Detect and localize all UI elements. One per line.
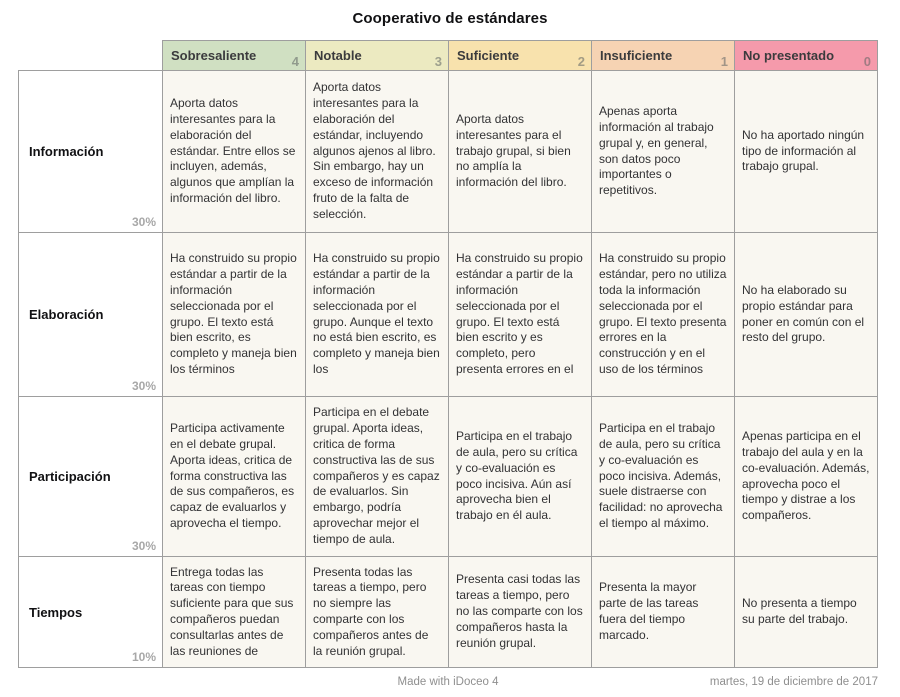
cell-text: No presenta a tiempo su parte del trabajo.	[742, 596, 857, 626]
table-row-participacion	[19, 397, 878, 557]
cell-text: Aporta datos interesantes para el trabajo grupal, si bien no amplía la información del libro.	[456, 111, 571, 190]
rubric-cell[interactable]	[306, 71, 449, 233]
corner-cell	[19, 41, 163, 71]
rubric-cell[interactable]	[735, 71, 878, 233]
rubric-cell[interactable]	[735, 397, 878, 557]
cell-text: Ha construido su propio estándar a partir de la información seleccionada por el grupo. Aunque el texto no está bien escrito, es completo y maneja bien los	[313, 251, 440, 376]
row-weight-badge: 10%	[131, 650, 156, 664]
cell-text: Apenas aporta información al trabajo grupal y, en general, son datos poco importantes o repetitivos.	[599, 104, 714, 198]
column-header-label: Suficiente	[457, 48, 520, 63]
rubric-cell[interactable]	[163, 233, 306, 397]
column-header-insuficiente[interactable]	[592, 41, 735, 71]
column-header-notable[interactable]	[306, 41, 449, 71]
cell-text: Entrega todas las tareas con tiempo suficiente para que sus compañeros puedan consultarlas antes de las reuniones de	[170, 564, 294, 658]
column-header-score: 2	[577, 54, 585, 69]
column-header-suficiente[interactable]	[449, 41, 592, 71]
rubric-cell[interactable]	[592, 233, 735, 397]
cell-text: Ha construido su propio estándar a partir de la información seleccionada por el grupo. El texto está bien escrito y es completo, pero presenta errores en el	[456, 251, 583, 376]
table-row-informacion	[19, 71, 878, 233]
cell-text: No ha aportado ningún tipo de información al trabajo grupal.	[742, 127, 865, 174]
row-header-label: Información	[29, 144, 104, 159]
rubric-cell[interactable]	[592, 71, 735, 233]
rubric-cell[interactable]	[163, 397, 306, 557]
row-weight-badge: 30%	[131, 379, 156, 393]
table-row-tiempos	[19, 557, 878, 668]
column-header-score: 1	[720, 54, 728, 69]
cell-text: No ha elaborado su propio estándar para poner en común con el resto del grupo.	[742, 282, 865, 345]
header-row	[19, 41, 878, 71]
rubric-cell[interactable]	[163, 71, 306, 233]
cell-text: Apenas participa en el trabajo del aula y en la co-evaluación. Además, aprovecha poco el tiempo y distrae a los compañeros.	[742, 429, 870, 523]
cell-text: Participa activamente en el debate grupal. Aporta ideas, critica de forma constructiva las de sus compañeros, es capaz de evaluarlos y aprovecha el tiempo.	[170, 421, 295, 531]
row-header-informacion[interactable]	[19, 71, 163, 233]
rubric-cell[interactable]	[592, 557, 735, 668]
rubric-cell[interactable]	[592, 397, 735, 557]
cell-text: Ha construido su propio estándar a partir de la información seleccionada por el grupo. El texto está bien escrito, es completo y maneja bien los términos	[170, 251, 297, 376]
cell-text: Participa en el debate grupal. Aporta ideas, critica de forma constructiva las de sus compañeros y es capaz de evaluarlos. Sin embargo, podría aprovechar mejor el tiempo de aula.	[313, 405, 440, 546]
rubric-cell[interactable]	[306, 233, 449, 397]
made-with-label: Made with iDoceo 4	[397, 676, 499, 688]
page-footer	[18, 676, 878, 692]
cell-text: Ha construido su propio estándar, pero no utiliza toda la información seleccionada por el grupo. El texto presenta errores en la construcción y en el uso de los términos	[599, 251, 727, 376]
rubric-table	[18, 40, 878, 668]
column-header-score: 4	[291, 54, 299, 69]
row-header-label: Participación	[29, 469, 111, 484]
row-header-label: Elaboración	[29, 307, 104, 322]
row-weight-badge: 30%	[131, 215, 156, 229]
cell-text: Presenta casi todas las tareas a tiempo, pero no las comparte con los compañeros hasta la reunión grupal.	[456, 572, 583, 650]
rubric-cell[interactable]	[449, 397, 592, 557]
rubric-cell[interactable]	[735, 233, 878, 397]
cell-text: Participa en el trabajo de aula, pero su crítica y co-evaluación es poco incisiva. Además, suele distraerse con facilidad: no aprovecha el tiempo al máximo.	[599, 421, 723, 531]
rubric-cell[interactable]	[306, 397, 449, 557]
row-header-tiempos[interactable]	[19, 557, 163, 668]
cell-text: Presenta la mayor parte de las tareas fuera del tiempo marcado.	[599, 580, 699, 642]
rubric-cell[interactable]	[735, 557, 878, 668]
rubric-cell[interactable]	[449, 233, 592, 397]
rubric-cell[interactable]	[163, 557, 306, 668]
column-header-score: 0	[863, 54, 871, 69]
row-header-label: Tiempos	[29, 604, 83, 620]
column-header-score: 3	[434, 54, 442, 69]
cell-text: Aporta datos interesantes para la elaboración del estándar. Entre ellos se incluyen, además, algunos que amplían la información del libro.	[170, 96, 296, 206]
cell-text: Aporta datos interesantes para la elaboración del estándar, incluyendo algunos ajenos al libro. Sin embargo, hay un exceso de información fruto de la falta de selección.	[313, 80, 436, 221]
cell-text: Presenta todas las tareas a tiempo, pero no siempre las comparte con los compañeros antes de la reunión grupal.	[313, 564, 429, 658]
column-header-sobresaliente[interactable]	[163, 41, 306, 71]
row-weight-badge: 30%	[131, 539, 156, 553]
rubric-cell[interactable]	[449, 71, 592, 233]
rubric-cell[interactable]	[449, 557, 592, 668]
table-row-elaboracion	[19, 233, 878, 397]
column-header-label: Insuficiente	[600, 48, 673, 63]
cell-text: Participa en el trabajo de aula, pero su crítica y co-evaluación es poco incisiva. Aún así aprovecha bien el trabajo en él aula.	[456, 429, 578, 523]
date-label: martes, 19 de diciembre de 2017	[709, 676, 878, 688]
column-header-label: No presentado	[743, 48, 835, 63]
column-header-label: Notable	[314, 48, 362, 63]
column-header-no-presentado[interactable]	[735, 41, 878, 71]
row-header-elaboracion[interactable]	[19, 233, 163, 397]
rubric-cell[interactable]	[306, 557, 449, 668]
row-header-participacion[interactable]	[19, 397, 163, 557]
page-title: Cooperativo de estándares	[352, 10, 548, 27]
column-header-label: Sobresaliente	[171, 48, 257, 63]
